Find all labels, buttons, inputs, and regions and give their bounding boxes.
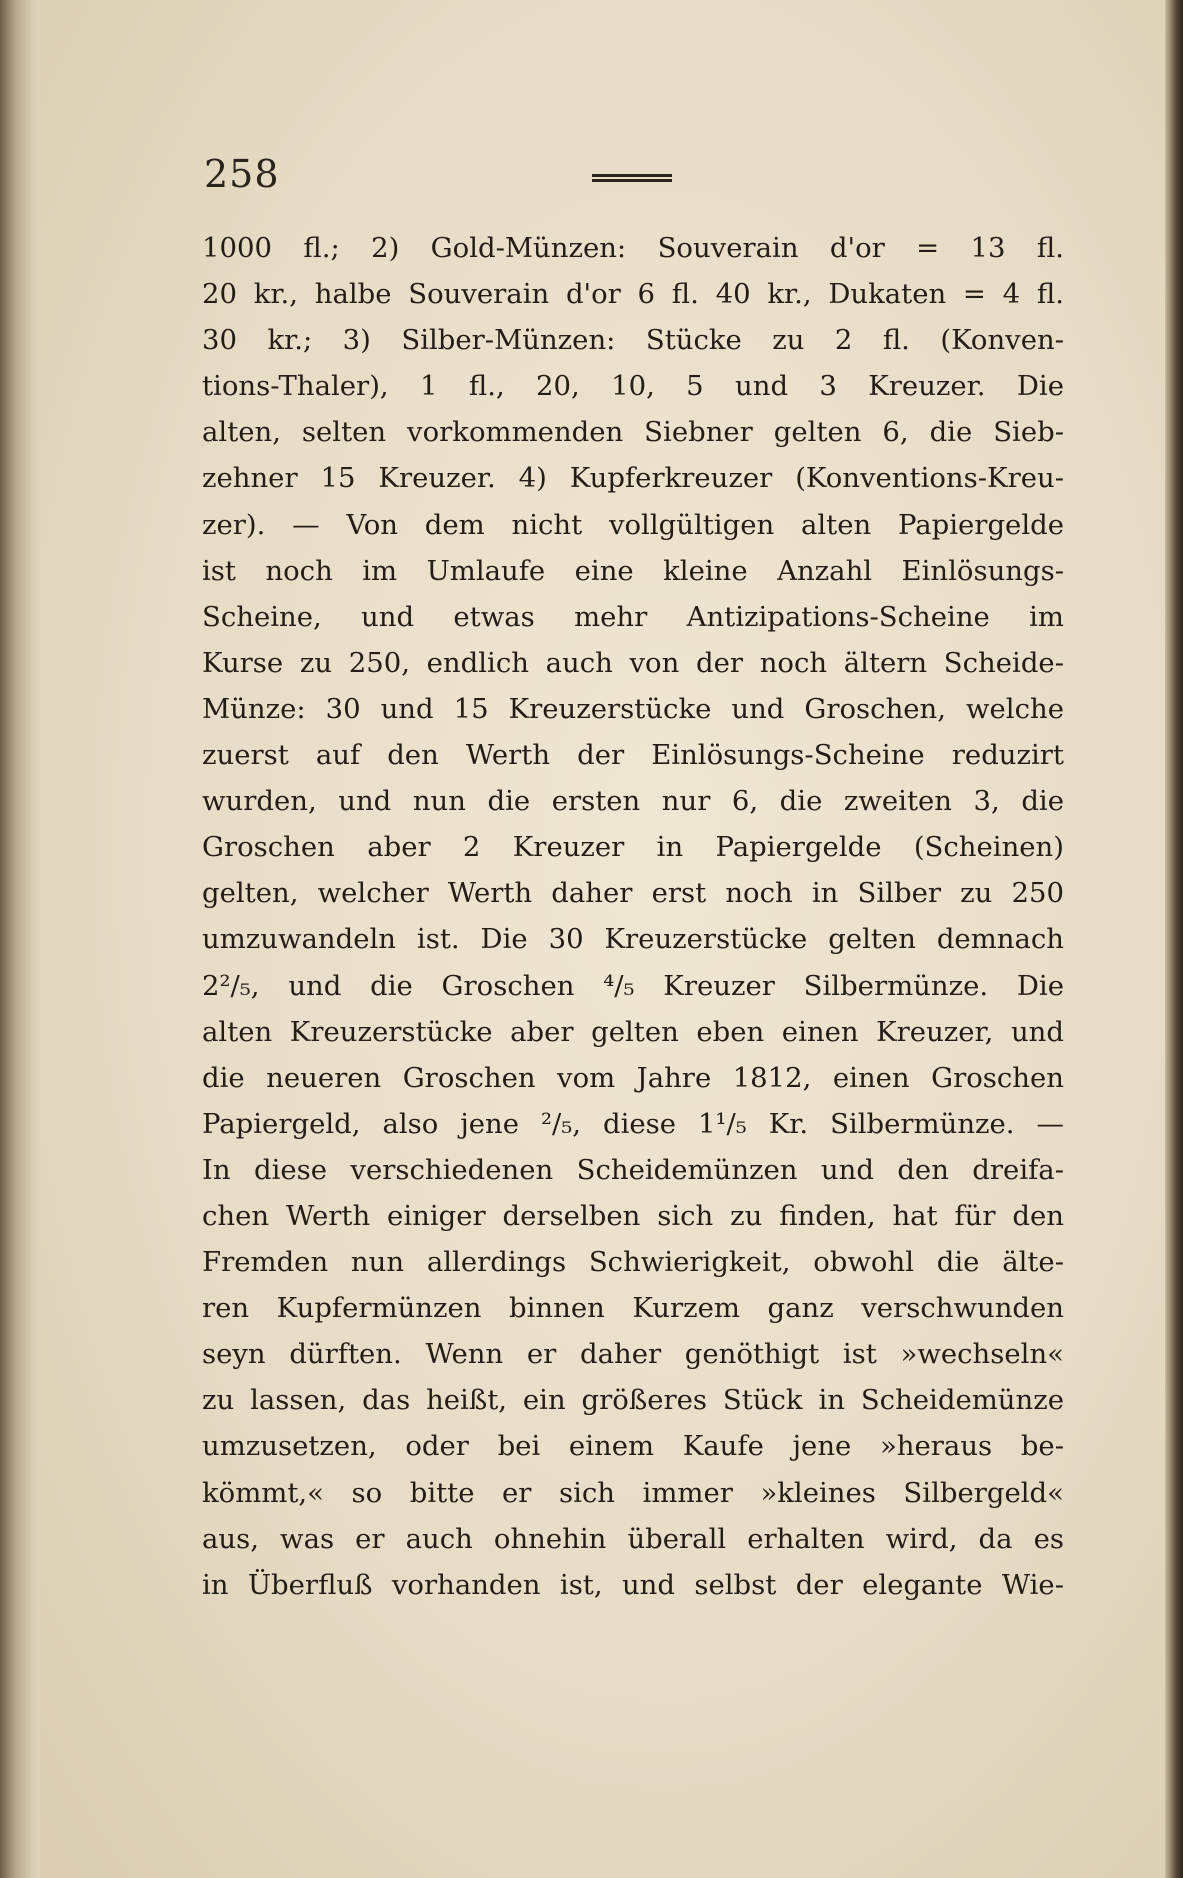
text-line: alten, selten vorkommenden Siebner gelten 6, die Sieb- <box>202 416 1064 449</box>
text-line: Scheine, und etwas mehr Antizipations-Scheine im <box>202 600 1064 633</box>
text-line: in Überfluß vorhanden ist, und selbst der elegante Wie- <box>202 1568 1064 1601</box>
text-line: aus, was er auch ohnehin überall erhalten wird, da es <box>202 1522 1064 1555</box>
text-line: Münze: 30 und 15 Kreuzerstücke und Groschen, welche <box>202 692 1064 725</box>
text-line: wurden, und nun die ersten nur 6, die zweiten 3, die <box>202 785 1064 818</box>
text-line: Papiergeld, also jene ²/₅, diese 1¹/₅ Kr. Silbermünze. — <box>202 1107 1064 1140</box>
text-line: seyn dürften. Wenn er daher genöthigt ist »wechseln« <box>202 1338 1064 1371</box>
text-line: Fremden nun allerdings Schwierigkeit, obwohl die älte- <box>202 1246 1064 1279</box>
text-line: 1000 fl.; 2) Gold-Münzen: Souverain d'or = 13 fl. <box>202 232 1064 264</box>
text-line: gelten, welcher Werth daher erst noch in Silber zu 250 <box>202 877 1064 910</box>
text-line: zu lassen, das heißt, ein größeres Stück in Scheidemünze <box>202 1384 1064 1417</box>
text-line: In diese verschiedenen Scheidemünzen und den dreifa- <box>202 1153 1064 1186</box>
page-right-edge <box>1165 0 1183 1878</box>
text-line: Groschen aber 2 Kreuzer in Papiergelde (Scheinen) <box>202 831 1064 864</box>
text-line: zuerst auf den Werth der Einlösungs-Scheine reduzirt <box>202 739 1064 772</box>
text-line: ist noch im Umlaufe eine kleine Anzahl Einlösungs- <box>202 554 1064 587</box>
text-line: ren Kupfermünzen binnen Kurzem ganz verschwunden <box>202 1292 1064 1325</box>
text-line: kömmt,« so bitte er sich immer »kleines Silbergeld« <box>202 1476 1064 1509</box>
text-line: zer). — Von dem nicht vollgültigen alten Papiergelde <box>202 508 1064 541</box>
text-line: Kurse zu 250, endlich auch von der noch ältern Scheide- <box>202 646 1064 679</box>
text-line: umzusetzen, oder bei einem Kaufe jene »heraus be- <box>202 1430 1064 1463</box>
text-line: die neueren Groschen vom Jahre 1812, einen Groschen <box>202 1061 1064 1094</box>
body-text <box>202 225 1064 1608</box>
text-line: tions-Thaler), 1 fl., 20, 10, 5 und 3 Kreuzer. Die <box>202 370 1064 403</box>
text-line: zehner 15 Kreuzer. 4) Kupferkreuzer (Konventions-Kreu- <box>202 462 1064 495</box>
text-line: 20 kr., halbe Souverain d'or 6 fl. 40 kr., Dukaten = 4 fl. <box>202 278 1064 311</box>
page-number: 258 <box>204 152 280 196</box>
text-line: umzuwandeln ist. Die 30 Kreuzerstücke gelten demnach <box>202 923 1064 956</box>
header-rule <box>592 174 672 182</box>
text-line: alten Kreuzerstücke aber gelten eben einen Kreuzer, und <box>202 1015 1064 1048</box>
text-line: chen Werth einiger derselben sich zu finden, hat für den <box>202 1199 1064 1232</box>
text-line: 2²/₅, und die Groschen ⁴/₅ Kreuzer Silbermünze. Die <box>202 969 1064 1002</box>
text-line: 30 kr.; 3) Silber-Münzen: Stücke zu 2 fl. (Konven- <box>202 324 1064 357</box>
